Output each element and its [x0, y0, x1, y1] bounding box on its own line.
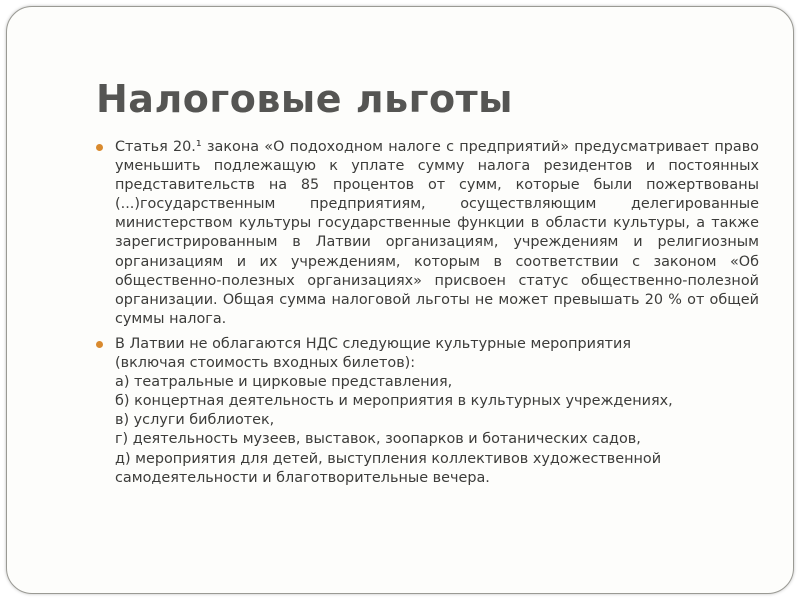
vat-exemption-list-item: д) мероприятия для детей, выступления коллективов художественной: [115, 450, 662, 467]
slide-frame: [6, 6, 794, 594]
vat-exemption-list-item: г) деятельность музеев, выставок, зоопарков и ботанических садов,: [115, 431, 641, 448]
vat-exemption-list-item: в) услуги библиотек,: [115, 412, 275, 429]
vat-exemption-paragraph: [115, 335, 759, 488]
bullet-dot-icon: [96, 144, 103, 151]
bullet-dot-icon: [96, 341, 103, 348]
vat-exemption-intro-line: В Латвии не облагаются НДС следующие культурные мероприятия: [115, 335, 632, 352]
vat-exemption-list-item: б) концертная деятельность и мероприятия в культурных учреждениях,: [115, 393, 673, 410]
vat-exemption-list-item-continuation: самодеятельности и благотворительные вечера.: [115, 469, 490, 486]
tax-deduction-paragraph: Статья 20.¹ закона «О подоходном налоге с предприятий» предусматривает право уменьшить подлежащую к уплате сумму налога резидентов и постоянных представительств на 85 процентов от сумм, которые были пожертвованы (...)государственным предприятиям, осуществляющим делегированные министерством культуры государственные функции в области культуры, а также зарегистрированным в Латвии организациям, учреждениям и религиозным организациям и их учреждениям, которым в соответствии с законом «Об общественно-полезных организациях» присвоен статус общественно-полезной организации. Общая сумма налоговой льготы не может превышать 20 % от общей суммы налога.: [115, 139, 759, 327]
slide-title: Налоговые льготы: [96, 77, 513, 121]
bullet-item-vat-exemption: [95, 335, 759, 488]
bullet-item-tax-deduction: [95, 138, 759, 329]
vat-exemption-list-item: а) театральные и цирковые представления,: [115, 374, 453, 391]
vat-exemption-intro-line: (включая стоимость входных билетов):: [115, 355, 416, 372]
bullet-list: [95, 138, 759, 494]
